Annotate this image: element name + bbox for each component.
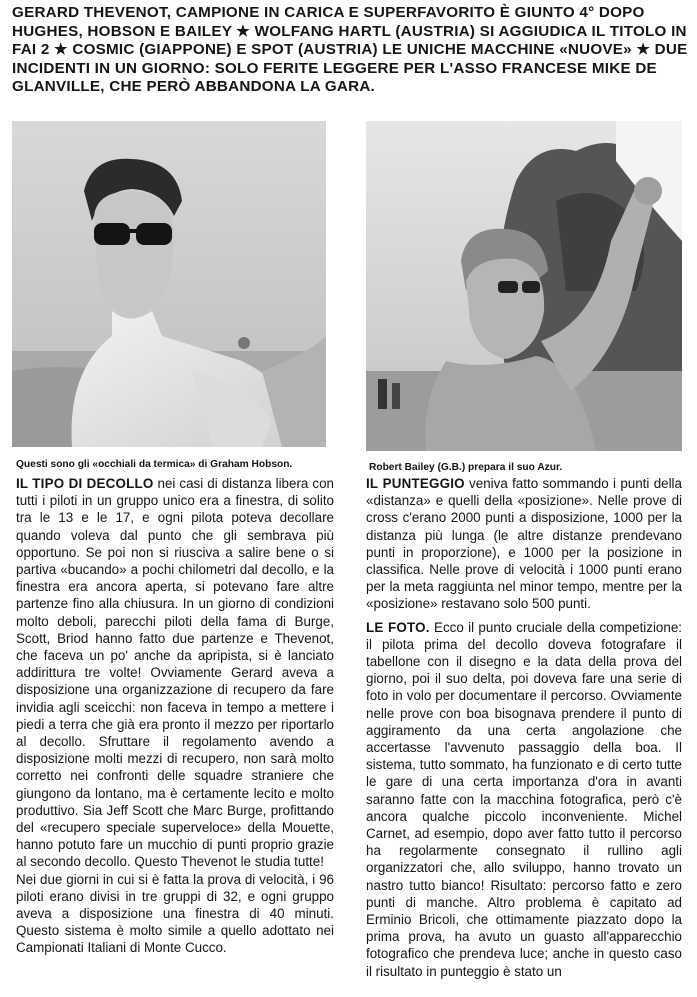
caption-left: Questi sono gli «occhiali da termica» di Graham Hobson. (16, 459, 293, 470)
heading-tipo-di-decollo: IL TIPO DI DECOLLO (16, 476, 154, 491)
decollo-body: nei casi di distanza libera con tutti i piloti in un gruppo unico era a finestra, di solito tra le 13 e le 17, e ogni pilota poteva decollare quando voleva dal punto che gli sembrava più opportuno. Se poi non si riusciva a salire bene o si partiva «bucando» a pochi chilometri dal decollo, e la finestra era ancora aperta, si potevano fare altre partenze fino alla chiusura. In un giorno di condizioni molto deboli, parecchi piloti della fama di Burge, Scott, Briod hanno fatto due partenze e Thevenot, che faceva un po' anche da apripista, si è lanciato addirittura tre volte! Ovviamente Gerard aveva a disposizione una organizzazione di recupero da fare invidia agli sceicchi: non faceva in tempo a mettere i piedi a terra che già era pronto il mezzo per riportarlo al decollo. Sfruttare il regolamento avendo a disposizione molti mezzi di recupero, non sarà molto corretto nei confronti delle squadre straniere che giungono da lontano, ma è certamente lecito e molto produttivo. Sia Jeff Scott che Marc Burge, profittando del «recupero speciale superveloce» della Mouette, hanno potuto fare un mucchio di punti proprio grazie al secondo decollo. Questo Thevenot le studia tutte! (16, 476, 334, 870)
photo-graham-hobson (12, 121, 326, 447)
decollo-body-2: Nei due giorni in cui si è fatta la prova di velocità, i 96 piloti erano divisi in tre gruppi di 32, e ogni gruppo aveva a disposizione una finestra di 40 minuti. Questo sistema è molto simile a quello adottato nei Campionati Italiani di Monte Cucco. (16, 871, 334, 956)
section-foto (366, 619, 682, 980)
photo-robert-bailey (366, 121, 682, 451)
heading-punteggio: IL PUNTEGGIO (366, 476, 465, 491)
heading-le-foto: LE FOTO. (366, 619, 430, 635)
section-punteggio (366, 475, 682, 613)
right-column (366, 475, 682, 980)
punteggio-body: veniva fatto sommando i punti della «distanza» e quelli della «posizione». Nelle prove di cross c'erano 2000 punti a disposizione, 1000 per la distanza più lunga (le altre distanze prendevano punti in proporzione), e 1000 per la posizione in classifica. Nelle prove di velocità i 1000 punti erano per la meta raggiunta nel minor tempo, mentre per la «posizione» restavano solo 500 punti. (366, 476, 682, 612)
left-column (16, 475, 334, 957)
caption-right: Robert Bailey (G.B.) prepara il suo Azur. (369, 462, 563, 473)
headline: GERARD THEVENOT, CAMPIONE IN CARICA E SUPERFAVORITO È GIUNTO 4° DOPO HUGHES, HOBSON E BAILEY ★ WOLFANG HARTL (AUSTRIA) SI AGGIUDICA IL TITOLO IN FAI 2 ★ COSMIC (GIAPPONE) E SPOT (AUSTRIA) LE UNICHE MACCHINE «NUOVE» ★ DUE INCIDENTI IN UN GIORNO: SOLO FERITE LEGGERE PER L'ASSO FRANCESE MIKE DE GLANVILLE, CHE PERÒ ABBANDONA LA GARA. (12, 4, 688, 96)
foto-body: Ecco il punto cruciale della competizione: il pilota prima del decollo doveva fotografare il tabellone con il disegno e la data della prova del giorno, poi il suo delta, poi doveva fare una serie di foto in volo per documentare il percorso. Ovviamente nelle prove con boa bisognava prendere il punto di aggiramento da una certa angolazione che accertasse l'avvenuto passaggio della boa. Il sistema, tutto sommato, ha funzionato e di certo tutte le gare di una certa importanza d'ora in avanti saranno fatte con la macchina fotografica, però c'è ancora qualche piccolo inconveniente. Michel Carnet, ad esempio, dopo aver fatto tutto il percorso ha regolarmente consegnato il rullino agli organizzatori che, allo sviluppo, hanno trovato un nastro tutto bianco! Risultato: percorso fatto e zero punti di manche. Altro problema è capitato ad Erminio Bricoli, che ottimamente piazzato dopo la prima prova, ha avuto un guasto all'apparecchio fotografico che prendeva luce; anche in questo caso il risultato in punteggio è stato un (366, 619, 682, 979)
section-decollo (16, 475, 334, 871)
